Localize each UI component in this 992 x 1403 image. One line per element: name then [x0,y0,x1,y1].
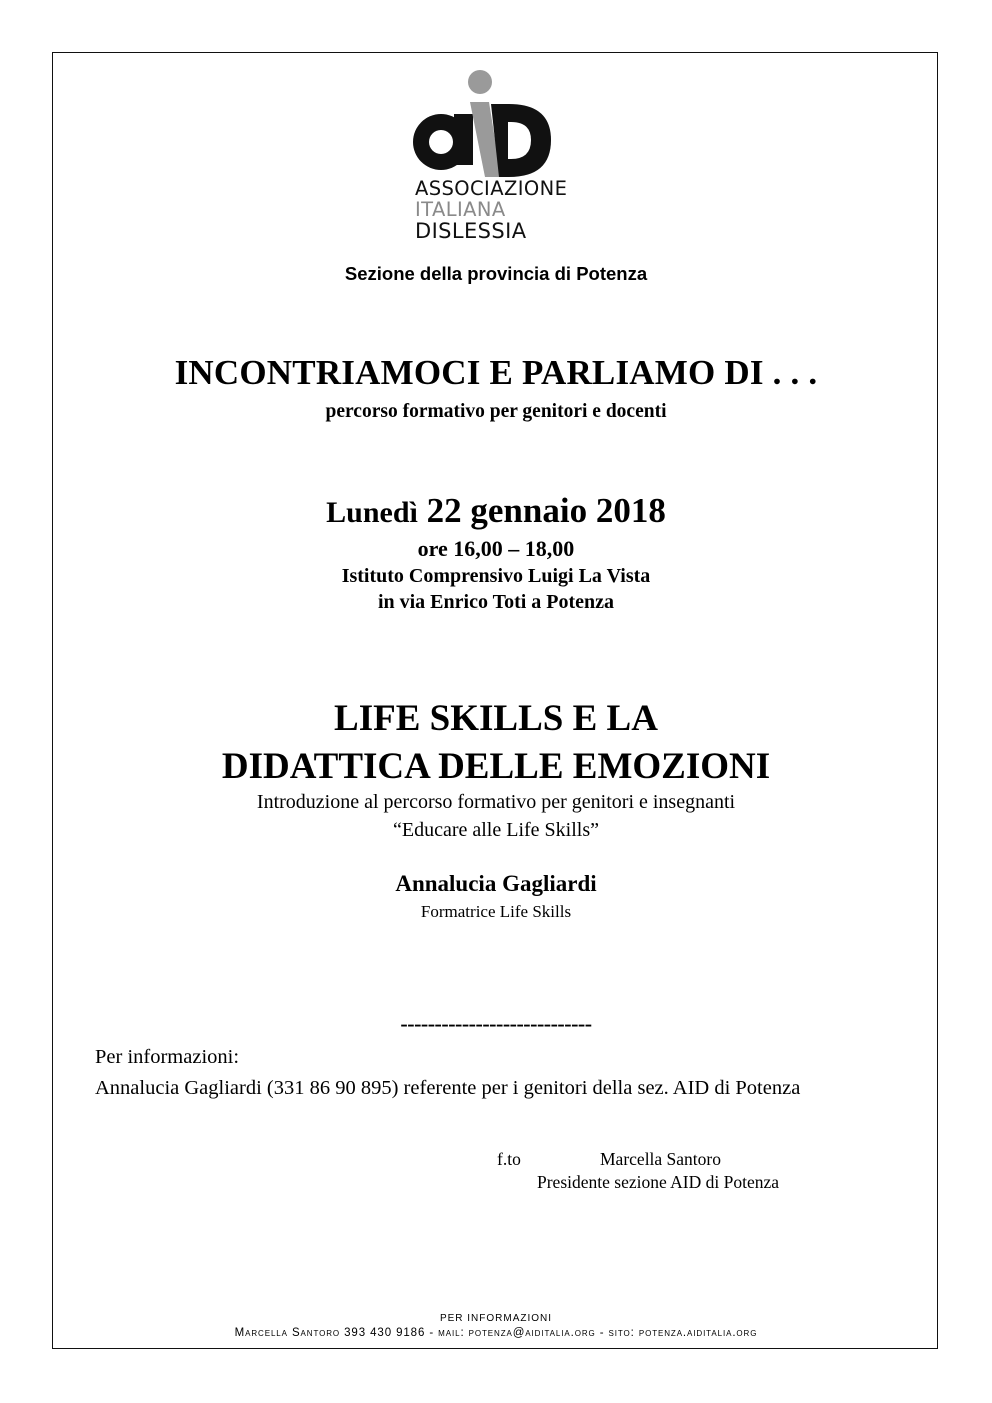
subheadline: percorso formativo per genitori e docenti [325,401,667,422]
event-day: Lunedì [326,496,418,529]
signature-prefix: f.to [497,1149,521,1169]
event-date: 22 gennaio 2018 [426,491,666,530]
talk-title-line-1: LIFE SKILLS E LA [334,698,658,739]
flyer-page [52,52,938,1349]
talk-intro-line-1: Introduzione al percorso formativo per genitori e insegnanti [256,791,736,813]
section-title: Sezione della provincia di Potenza [344,263,648,284]
event-venue: Istituto Comprensivo Luigi La Vista [341,565,651,587]
footer-info-label: PER INFORMAZIONI [439,1313,553,1324]
logo-text-associazione: ASSOCIAZIONE [415,177,568,200]
speaker-role: Formatrice Life Skills [420,902,572,921]
info-label: Per informazioni: [95,1046,240,1068]
signer-role: Presidente sezione AID di Potenza [537,1172,780,1192]
aid-logo [409,69,568,244]
talk-intro-line-2: “Educare alle Life Skills” [392,819,599,841]
event-time: ore 16,00 – 18,00 [417,536,575,561]
headline: INCONTRIAMOCI E PARLIAMO DI . . . [174,353,818,392]
divider: ---------------------------- [400,1011,592,1036]
aid-logo-mark [409,69,559,179]
event-date-line [53,491,939,531]
logo-text-italiana: ITALIANA [415,198,506,221]
signer-name: Marcella Santoro [600,1149,721,1169]
footer-contacts: Marcella Santoro 393 430 9186 - mail: potenza@aiditalia.org - sito: potenza.aiditalia.org [234,1327,758,1339]
logo-text-dislessia: DISLESSIA [415,219,527,243]
info-detail: Annalucia Gagliardi (331 86 90 895) referente per i genitori della sez. AID di Potenza [95,1077,801,1099]
event-address: in via Enrico Toti a Potenza [377,591,615,613]
speaker-name: Annalucia Gagliardi [395,871,597,896]
talk-title-line-2: DIDATTICA DELLE EMOZIONI [221,746,771,787]
